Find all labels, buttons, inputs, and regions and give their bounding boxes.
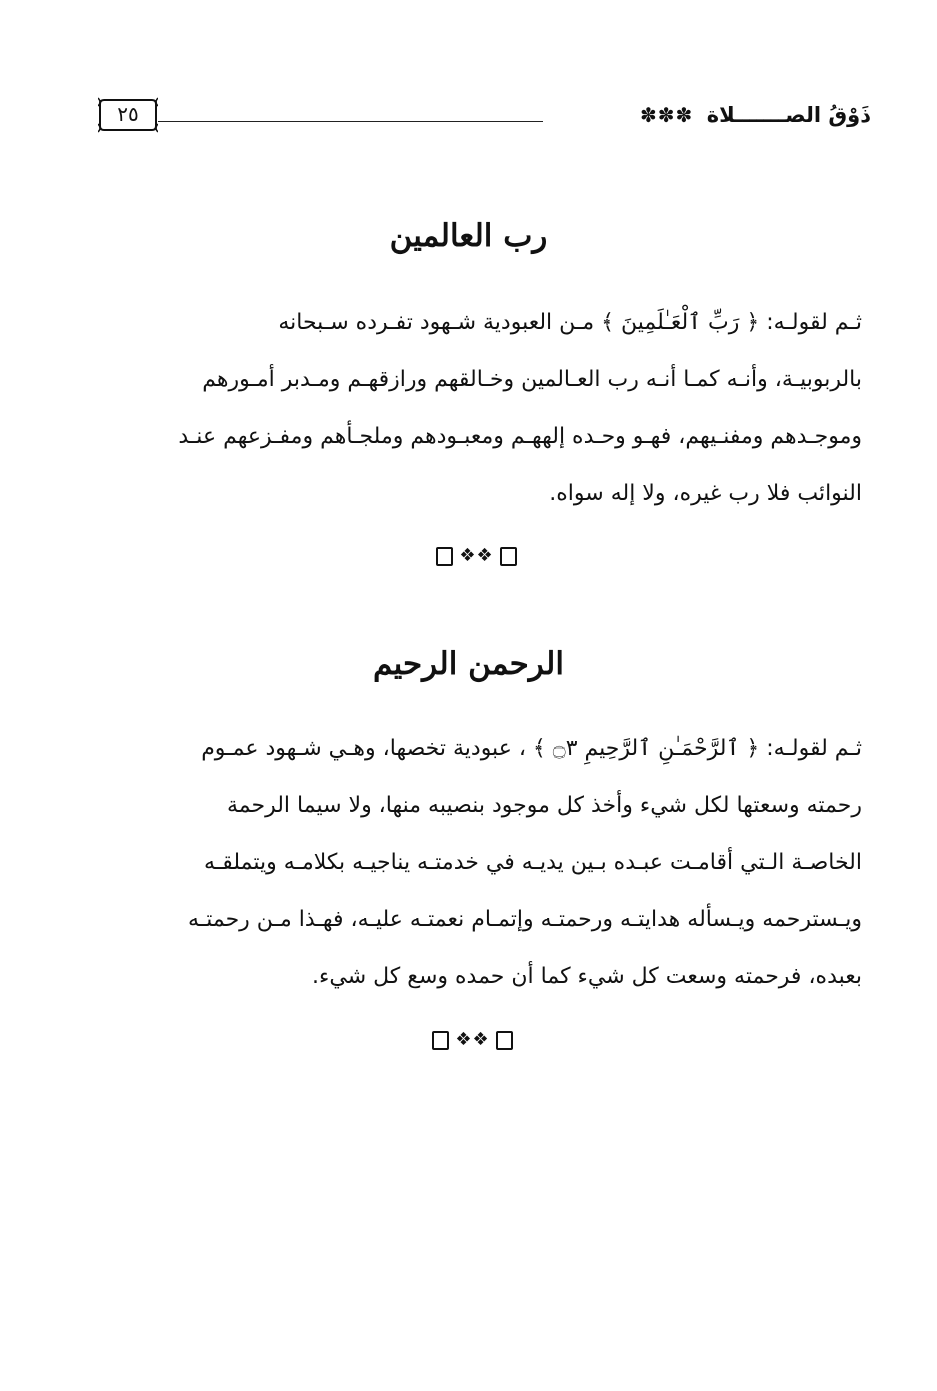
separator-square-icon [432,1031,449,1050]
text-line: ثـم لقولـه: ﴿ ٱلرَّحْمَـٰنِ ٱلرَّحِيمِ ۝٣ ﴾ ، عبودية تخصها، وهـي شـهود عمـوم [201,736,862,761]
text-line: رحمته وسعتها لكل شيء وأخذ كل موجود بنصيبه منها، ولا سيما الرحمة [226,793,862,818]
text-line: بالربوبيـة، وأنـه كمـا أنـه رب العـالمين وخـالقهم ورازقهـم ومـدبر أمـورهم [202,367,862,392]
separator-square-icon [496,1031,513,1050]
page-number-frame [98,96,158,134]
section-separator [8,536,937,576]
header-rule [158,121,543,122]
section-separator [4,1020,937,1060]
text-line: وموجـدهم ومفنـيهم، فهـو وحـده إلههـم ومعبـودهم وملجـأهم ومفـزعهم عنـد [178,424,862,449]
text-line: بعبده، فرحمته وسعت كل شيء كما أن حمده وسع كل شيء. [312,964,862,989]
running-header [0,0,937,160]
section-paragraph [88,720,862,1005]
separator-square-icon [500,547,517,566]
section-heading: الرحمن الرحيم [373,646,564,682]
page-number: ٢٥ [117,102,139,126]
text-line: الخاصـة الـتي أقامـت عبـده بـين يديـه في خدمتـه يناجيـه بكلامـه ويتملقـه [203,850,862,875]
header-stars-ornament: ✽✽✽ [640,103,694,127]
separator-diamonds: ❖❖ [455,1029,490,1050]
text-line: النوائب فلا رب غيره، ولا إله سواه. [549,481,862,506]
section-paragraph [88,294,862,522]
separator-diamonds: ❖❖ [459,545,494,566]
separator-square-icon [436,547,453,566]
book-title: ذَوْقُ الصـــــــلاة [706,103,871,127]
section-heading: رب العالمين [389,218,548,254]
text-line: ويـسترحمه ويـسأله هدايتـه ورحمتـه وإتمـام نعمتـه عليـه، فهـذا مـن رحمتـه [187,907,862,932]
text-line: ثـم لقولـه: ﴿ رَبِّ ٱلْعَـٰلَمِينَ ﴾ مـن العبودية شـهود تفـرده سـبحانه [278,310,862,335]
